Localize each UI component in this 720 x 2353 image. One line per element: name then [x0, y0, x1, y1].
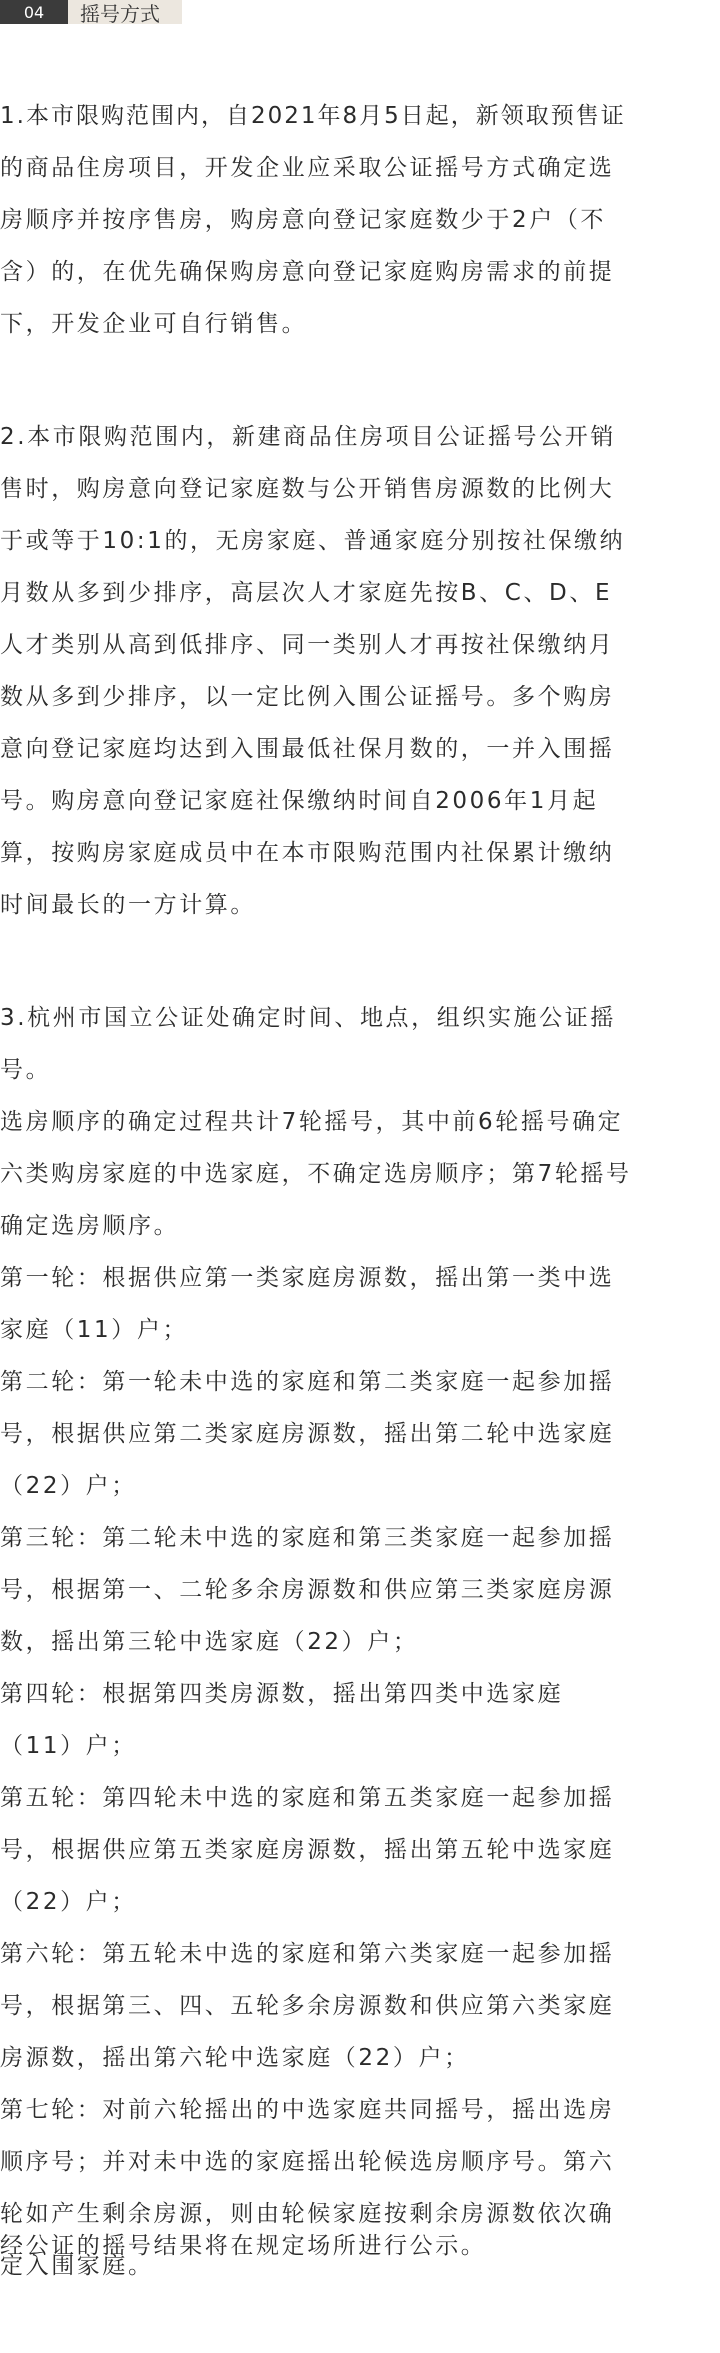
text-line: 第五轮：第四轮未中选的家庭和第五类家庭一起参加摇	[0, 1785, 615, 1811]
article-last-line: 经公证的摇号结果将在规定场所进行公示。	[0, 2233, 487, 2259]
text-line: 轮如产生剩余房源，则由轮候家庭按剩余房源数依次确	[0, 2201, 615, 2227]
text-line: 含）的，在优先确保购房意向登记家庭购房需求的前提	[0, 259, 615, 285]
text-line: 第三轮：第二轮未中选的家庭和第三类家庭一起参加摇	[0, 1525, 615, 1551]
text-line: 房源数，摇出第六轮中选家庭（22）户；	[0, 2045, 470, 2071]
paragraph	[0, 411, 720, 931]
text-line: 时间最长的一方计算。	[0, 892, 256, 918]
text-line: 算，按购房家庭成员中在本市限购范围内社保累计缴纳	[0, 840, 615, 866]
text-line: 下，开发企业可自行销售。	[0, 311, 308, 337]
text-line: 3.杭州市国立公证处确定时间、地点，组织实施公证摇	[0, 1005, 616, 1031]
text-line: 号，根据第三、四、五轮多余房源数和供应第六类家庭	[0, 1993, 615, 2019]
text-line: 家庭（11）户；	[0, 1317, 189, 1343]
text-line: 数，摇出第三轮中选家庭（22）户；	[0, 1629, 419, 1655]
text-line: 号，根据第一、二轮多余房源数和供应第三类家庭房源	[0, 1577, 615, 1603]
text-line: 号，根据供应第二类家庭房源数，摇出第二轮中选家庭	[0, 1421, 615, 1447]
text-line: 1.本市限购范围内，自2021年8月5日起，新领取预售证	[0, 103, 626, 129]
section-number-badge: 04	[0, 0, 68, 24]
text-line: 选房顺序的确定过程共计7轮摇号，其中前6轮摇号确定	[0, 1109, 624, 1135]
text-line: 第四轮：根据第四类房源数，摇出第四类中选家庭	[0, 1681, 564, 1707]
text-line: （11）户；	[0, 1733, 137, 1759]
text-line: 数从多到少排序，以一定比例入围公证摇号。多个购房	[0, 684, 615, 710]
text-line: 月数从多到少排序，高层次人才家庭先按B、C、D、E	[0, 580, 613, 606]
text-line: 人才类别从高到低排序、同一类别人才再按社保缴纳月	[0, 632, 615, 658]
text-line: 确定选房顺序。	[0, 1213, 180, 1239]
text-line: 2.本市限购范围内，新建商品住房项目公证摇号公开销	[0, 424, 616, 450]
text-line: 号，根据供应第五类家庭房源数，摇出第五轮中选家庭	[0, 1837, 615, 1863]
text-line: 顺序号；并对未中选的家庭摇出轮候选房顺序号。第六	[0, 2149, 615, 2175]
paragraph	[0, 90, 720, 350]
text-line: 第六轮：第五轮未中选的家庭和第六类家庭一起参加摇	[0, 1941, 615, 1967]
text-line: 第二轮：第一轮未中选的家庭和第二类家庭一起参加摇	[0, 1369, 615, 1395]
text-line: 号。购房意向登记家庭社保缴纳时间自2006年1月起	[0, 788, 599, 814]
text-line: 号。	[0, 1057, 52, 1083]
text-line: （22）户；	[0, 1889, 137, 1915]
article-body	[0, 90, 720, 2353]
text-line: 意向登记家庭均达到入围最低社保月数的，一并入围摇	[0, 736, 615, 762]
paragraph	[0, 992, 720, 2292]
text-line: 定入围家庭。	[0, 2253, 154, 2279]
text-line: 第一轮：根据供应第一类家庭房源数，摇出第一类中选	[0, 1265, 615, 1291]
text-line: 售时，购房意向登记家庭数与公开销售房源数的比例大	[0, 476, 615, 502]
text-line: 的商品住房项目，开发企业应采取公证摇号方式确定选	[0, 155, 615, 181]
section-title: 摇号方式	[68, 0, 182, 24]
text-line: 房顺序并按序售房，购房意向登记家庭数少于2户（不	[0, 207, 607, 233]
text-line: 于或等于10:1的，无房家庭、普通家庭分别按社保缴纳	[0, 528, 626, 554]
text-line: （22）户；	[0, 1473, 137, 1499]
section-header	[0, 0, 182, 24]
text-line: 六类购房家庭的中选家庭，不确定选房顺序；第7轮摇号	[0, 1161, 632, 1187]
text-line: 第七轮：对前六轮摇出的中选家庭共同摇号，摇出选房	[0, 2097, 615, 2123]
